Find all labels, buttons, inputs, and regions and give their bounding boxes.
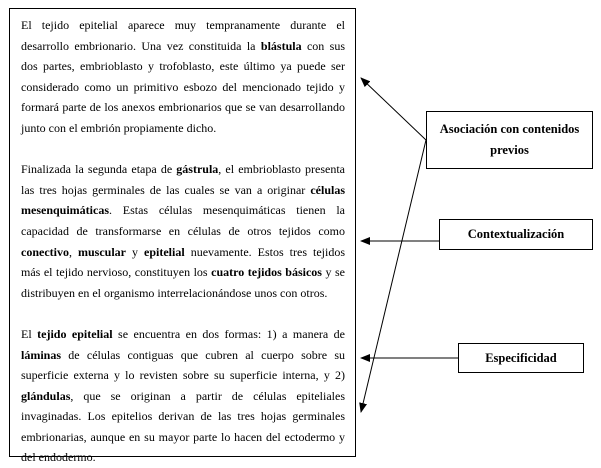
arrow-asociacion-to-paragraph-3 <box>361 140 426 412</box>
text-run: , <box>68 244 78 259</box>
text-run: El tejido epitelial aparece muy tempranamente durante el desarrollo embrionario. Una vez constituida la <box>21 18 345 53</box>
text-run: . Estas células mesenquimáticas tienen la capacidad de transformarse en células de otros tejidos como <box>21 203 345 238</box>
text-run: , que se originan a partir de células epiteliales invaginadas. Los epitelios derivan de las tres hojas germinales embrionarias, aunque en su mayor parte lo hacen del ectodermo y del endodermo. <box>21 388 345 465</box>
bold-term: glándulas <box>21 388 71 403</box>
text-run: , el embrioblasto presenta las tres hojas germinales de las cuales se van a originar <box>21 162 345 197</box>
label-asociacion-contenidos-previos <box>426 111 593 169</box>
label-especificidad <box>458 343 584 373</box>
bold-term: blástula <box>260 38 302 53</box>
text-run: y se distribuyen en el organismo interrelacionándose unos con otros. <box>21 265 345 300</box>
label-asociacion-text: Asociación con contenidos previos <box>439 122 580 157</box>
text-run: con sus dos partes, embrioblasto y trofoblasto, este último ya puede ser considerado como un primitivo esbozo del mencionado tejido y formará parte de los anexos embrionarios que se van desarrollando junto con el embrión propiamente dicho. <box>21 38 346 135</box>
bold-term: conectivo <box>21 244 69 259</box>
text-run: El <box>21 326 38 341</box>
bold-term: gástrula <box>176 162 219 177</box>
text-run: y <box>126 244 145 259</box>
label-contextualizacion-text: Contextualización <box>467 227 565 241</box>
arrow-asociacion-to-paragraph-1 <box>361 78 426 140</box>
label-contextualizacion <box>439 219 593 250</box>
text-run: Finalizada la segunda etapa de <box>21 162 177 177</box>
text-run: se encuentra en dos formas: 1) a manera de <box>112 326 346 341</box>
text-run: de células contiguas que cubren al cuerpo sobre su superficie externa y lo revisten sobre su superficie interna, y 2) <box>21 347 345 383</box>
paragraph-1 <box>21 15 345 139</box>
document-text-box <box>9 8 356 465</box>
label-especificidad-text: Especificidad <box>485 350 557 365</box>
bold-term: epitelial <box>144 244 185 259</box>
paragraph-2 <box>21 159 345 303</box>
paragraph-3 <box>21 324 345 468</box>
text-run: nuevamente. Estos tres tejidos más el tejido nervioso, constituyen los <box>21 244 346 280</box>
bold-term: láminas <box>21 347 62 362</box>
bold-term: muscular <box>78 244 126 259</box>
bold-term: cuatro tejidos básicos <box>211 265 322 280</box>
bold-term: células mesenquimáticas <box>21 182 345 218</box>
bold-term: tejido epitelial <box>37 326 113 341</box>
